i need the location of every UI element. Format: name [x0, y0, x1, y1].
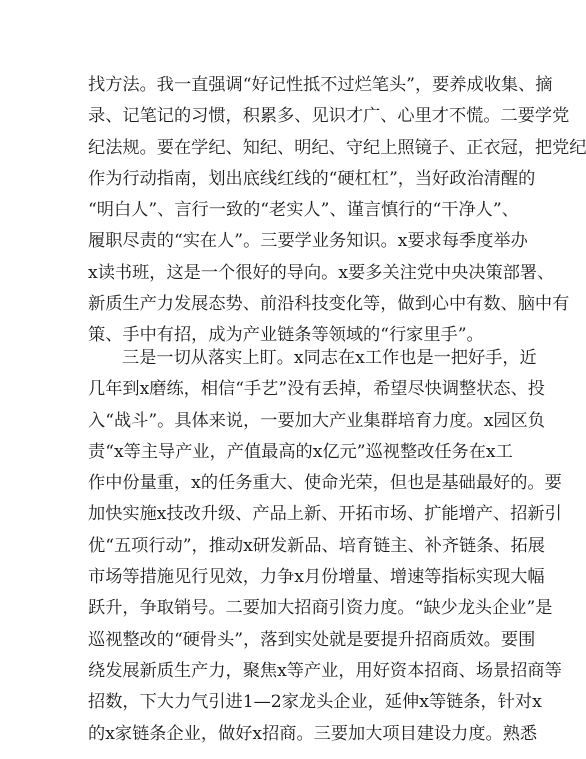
text-line: x读书班，这是一个很好的导向。x要多关注党中央决策部署、	[88, 262, 555, 283]
text-line: 纪法规。要在学纪、知纪、明纪、守纪上照镜子、正衣冠，把党纪	[88, 137, 586, 158]
text-line: 招数，下大力气引进1—2家龙头企业，延伸x等链条，针对x	[88, 692, 542, 713]
paragraph-study-discipline	[88, 70, 586, 352]
text-line: 巡视整改的“硬骨头”，落到实处就是要提升招商质效。要围	[88, 629, 536, 650]
text-line: 责“x等主导产业，产值最高的x亿元”巡视整改任务在x工	[88, 441, 513, 462]
text-line: 三是一切从落实上盯。x同志在x工作也是一把好手，近	[122, 348, 537, 368]
text-line: 加快实施x技改升级、产品上新、开拓市场、扩能增产、招新引	[88, 504, 562, 525]
text-line: 几年到x磨练，相信“手艺”没有丢掉，希望尽快调整状态、投	[88, 379, 545, 400]
text-line: 策、手中有招，成为产业链条等领域的“行家里手”。	[88, 325, 484, 346]
text-line: 新质生产力发展态势、前沿科技变化等，做到心中有数、脑中有	[88, 294, 570, 315]
text-line: 市场等措施见行见效，力争x月份增量、增速等指标实现大幅	[88, 567, 545, 588]
text-line: 的x家链条企业，做好x招商。三要加大项目建设力度。熟悉	[88, 723, 538, 744]
text-line: 作为行动指南，划出底线红线的“硬杠杠”，当好政治清醒的	[88, 168, 536, 189]
paragraph-implementation	[88, 343, 562, 750]
text-line: 录、记笔记的习惯，积累多、见识才广、心里才不慌。二要学党	[88, 106, 570, 127]
text-line: 找方法。我一直强调“好记性抵不过烂笔头”，要养成收集、摘	[88, 75, 553, 95]
text-line: 跃升，争取销号。二要加大招商引资力度。“缺少龙头企业”是	[88, 598, 553, 619]
text-line: 作中份量重，x的任务重大、使命光荣，但也是基础最好的。要	[88, 473, 562, 494]
text-line: 履职尽责的“实在人”。三要学业务知识。x要求每季度举办	[88, 231, 528, 252]
text-line: 入“战斗”。具体来说，一要加大产业集群培育力度。x园区负	[88, 410, 545, 431]
text-line: “明白人”、言行一致的“老实人”、谨言慎行的“干净人”、	[88, 200, 519, 221]
text-line: 绕发展新质生产力，聚焦x等产业，用好资本招商、场景招商等	[88, 660, 562, 681]
text-line: 优“五项行动”，推动x研发新品、培育链主、补齐链条、拓展	[88, 535, 545, 556]
